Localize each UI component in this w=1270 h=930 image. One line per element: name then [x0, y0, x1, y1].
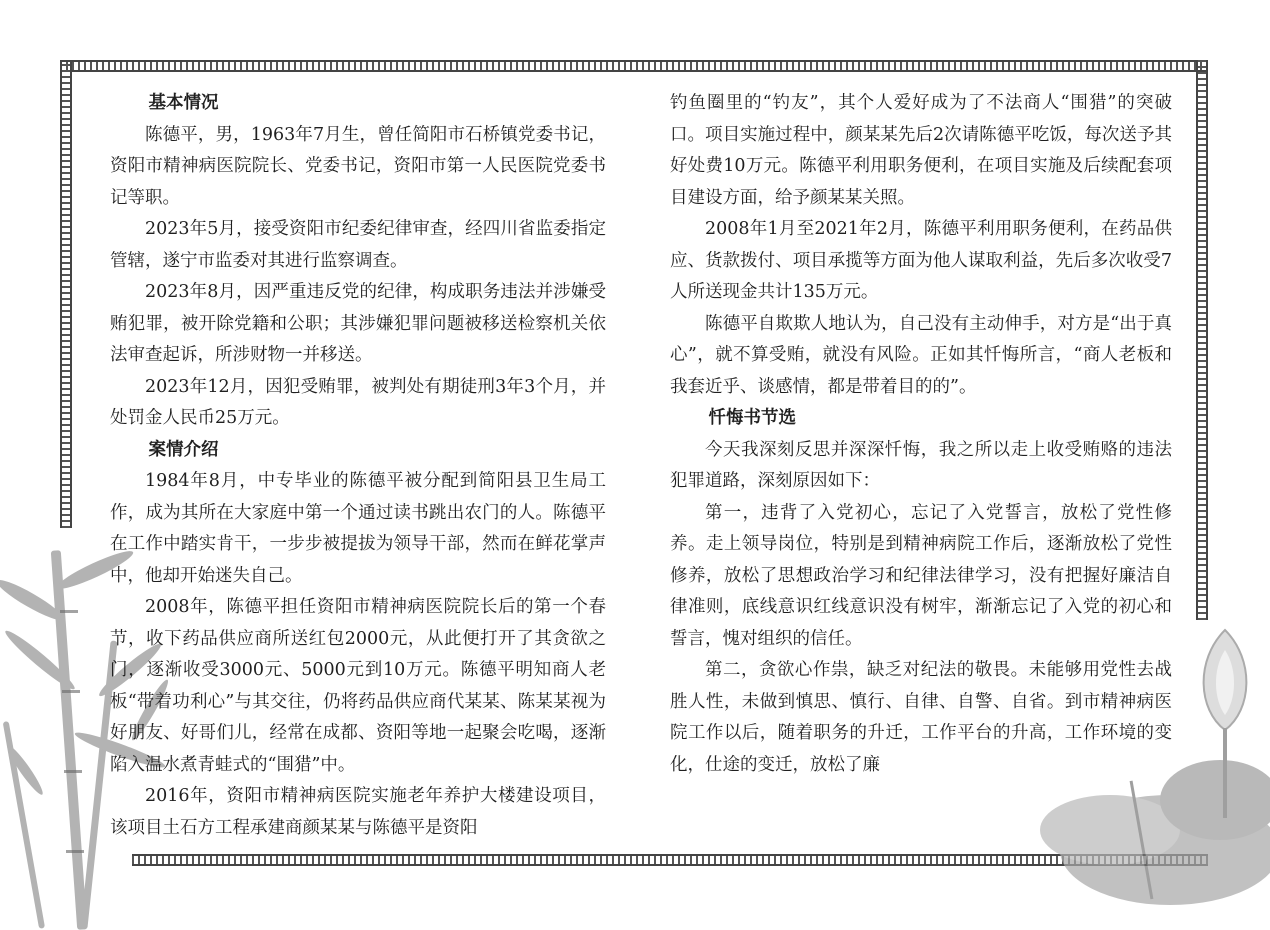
- left-column: [110, 88, 606, 844]
- paragraph: 陈德平，男，1963年7月生，曾任简阳市石桥镇党委书记，资阳市精神病医院院长、党委书记，资阳市第一人民医院党委书记等职。: [110, 124, 606, 208]
- heading-basic-info: 基本情况: [148, 93, 219, 113]
- decorative-border-right: [1196, 60, 1208, 620]
- paragraph: 2008年，陈德平担任资阳市精神病医院院长后的第一个春节，收下药品供应商所送红包2000元，从此便打开了其贪欲之门，逐渐收受3000元、5000元到10万元。陈德平明知商人老板“带着功利心”与其交往，仍将药品供应商代某某、陈某某视为好朋友、好哥们儿，经常在成都、资阳等地一起聚会吃喝，逐渐陷入温水煮青蛙式的“围猎”中。: [110, 597, 606, 775]
- decorative-border-top: [60, 60, 1208, 72]
- paragraph: 今天我深刻反思并深深忏悔，我之所以走上收受贿赂的违法犯罪道路，深刻原因如下：: [670, 439, 1172, 491]
- paragraph: 2023年8月，因严重违反党的纪律，构成职务违法并涉嫌受贿犯罪，被开除党籍和公职；其涉嫌犯罪问题被移送检察机关依法审查起诉，所涉财物一并移送。: [110, 282, 606, 365]
- paragraph: 2016年，资阳市精神病医院实施老年养护大楼建设项目，该项目土石方工程承建商颜某某与陈德平是资阳: [110, 786, 606, 838]
- paragraph: 陈德平自欺欺人地认为，自己没有主动伸手，对方是“出于真心”，就不算受贿，就没有风险。正如其忏悔所言，“商人老板和我套近乎、谈感情，都是带着目的的”。: [670, 313, 1172, 397]
- heading-repentance-excerpt: 忏悔书节选: [708, 408, 796, 428]
- decorative-border-left: [60, 60, 72, 528]
- paragraph: 1984年8月，中专毕业的陈德平被分配到简阳县卫生局工作，成为其所在大家庭中第一个通过读书跳出农门的人。陈德平在工作中踏实肯干，一步步被提拔为领导干部，然而在鲜花掌声中，他却开始迷失自己。: [110, 471, 606, 586]
- paragraph: 2008年1月至2021年2月，陈德平利用职务便利，在药品供应、货款拨付、项目承揽等方面为他人谋取利益，先后多次收受7人所送现金共计135万元。: [670, 219, 1172, 302]
- right-column: [670, 88, 1172, 781]
- paragraph: 第二，贪欲心作祟，缺乏对纪法的敬畏。未能够用党性去战胜人性，未做到慎思、慎行、自律、自警、自省。到市精神病医院工作以后，随着职务的升迁，工作平台的升高，工作环境的变化，仕途的变迁，放松了廉: [670, 660, 1172, 775]
- paragraph: 2023年12月，因犯受贿罪，被判处有期徒刑3年3个月，并处罚金人民币25万元。: [110, 376, 606, 428]
- paragraph: 第一，违背了入党初心，忘记了入党誓言，放松了党性修养。走上领导岗位，特别是到精神病院工作后，逐渐放松了党性修养，放松了思想政治学习和纪律法律学习，没有把握好廉洁自律准则，底线意识红线意识没有树牢，渐渐忘记了入党的初心和誓言，愧对组织的信任。: [670, 502, 1172, 649]
- paragraph: 2023年5月，接受资阳市纪委纪律审查，经四川省监委指定管辖，遂宁市监委对其进行监察调查。: [110, 219, 606, 271]
- paragraph-continued: 钓鱼圈里的“钓友”，其个人爱好成为了不法商人“围猎”的突破口。项目实施过程中，颜某某先后2次请陈德平吃饭，每次送予其好处费10万元。陈德平利用职务便利，在项目实施及后续配套项目建设方面，给予颜某某关照。: [670, 93, 1172, 208]
- heading-case-intro: 案情介绍: [148, 439, 219, 460]
